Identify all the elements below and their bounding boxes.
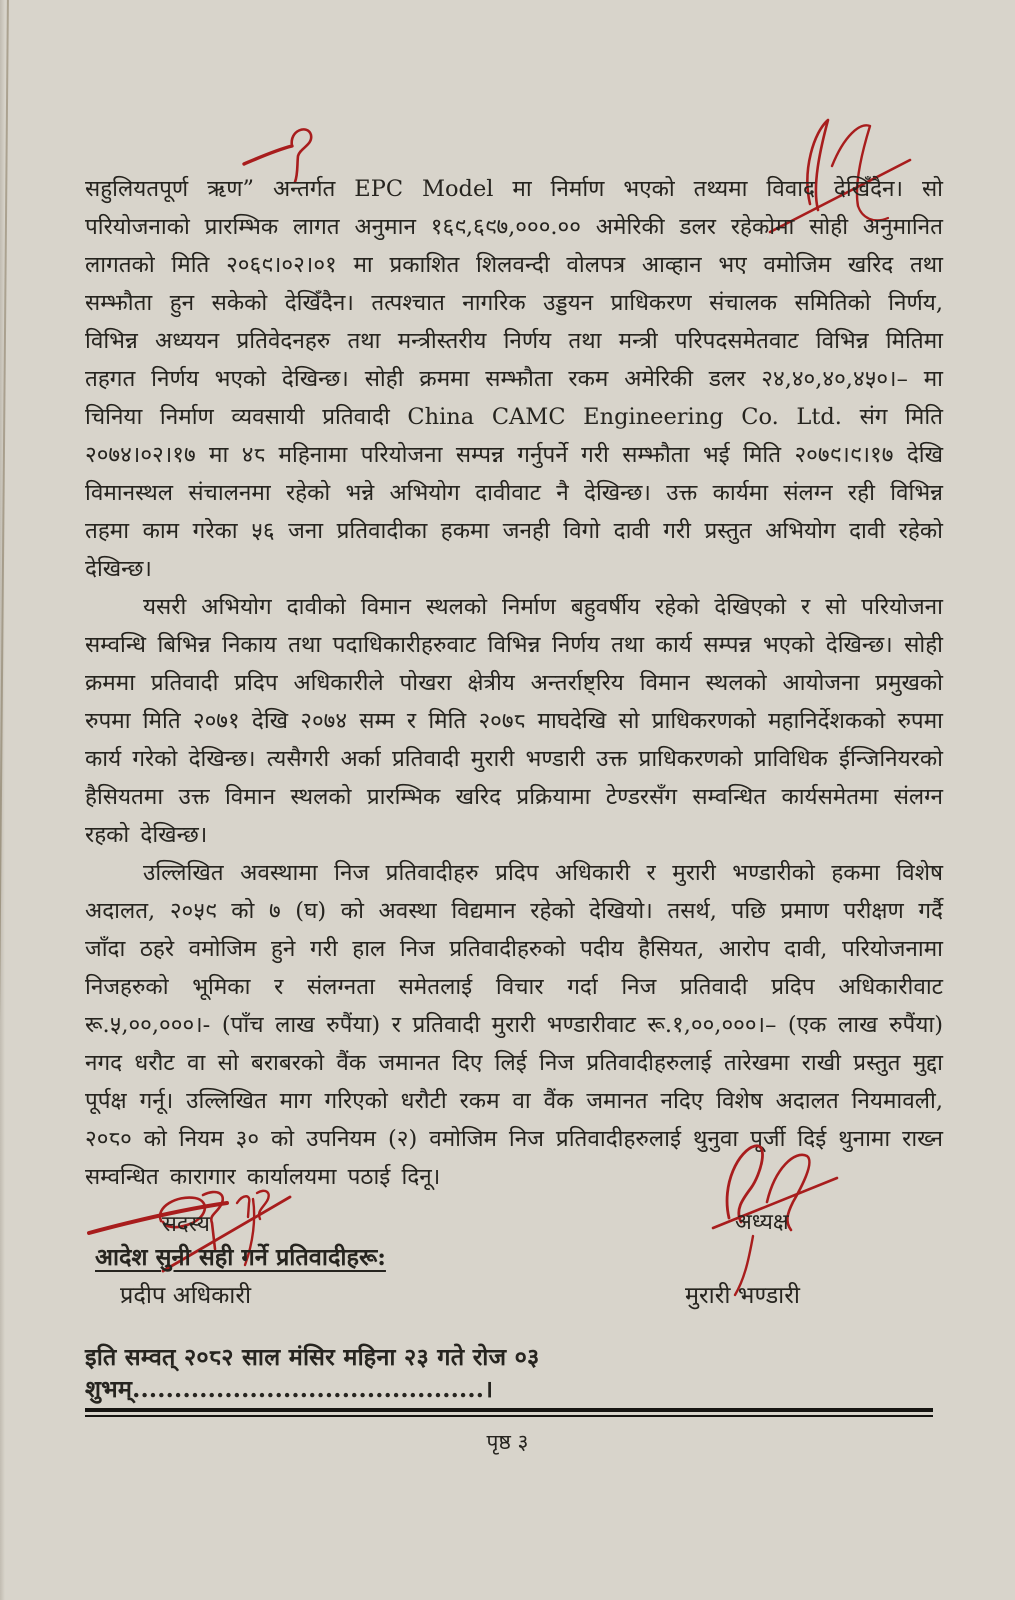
body-paragraph-3: उल्लिखित अवस्थामा निज प्रतिवादीहरु प्रदिप अधिकारी र मुरारी भण्डारीको हकमा विशेष अदालत, २०५९ को ७ (घ) को अवस्था विद्यमान रहेको देखियो। तसर्थ, पछि प्रमाण परीक्षण गर्दै जाँदा ठहरे वमोजिम हुने गरी हाल निज प्रतिवादीहरुको पदीय हैसियत, आरोप दावी, परियोजनामा निजहरुको भूमिका र संलग्नता समेतलाई विचार गर्दा निज प्रतिवादी प्रदिप अधिकारीवाट रू.५,००,०००।- (पाँच लाख रुपैंया) र प्रतिवादी मुरारी भण्डारीवाट रू.१,००,०००।– (एक लाख रुपैंया) नगद धरौट वा सो बराबरको वैंक जमानत दिए लिई निज प्रतिवादीहरुलाई तारेखमा राखी प्रस्तुत मुद्दा पूर्पक्ष गर्नू। उल्लिखित माग गरिएको धरौटी रकम वा वैंक जमानत नदिए विशेष अदालत नियमावली, २०८० को नियम ३० को उपनियम (२) वमोजिम निज प्रतिवादीहरुलाई थुनुवा पूर्जी दिई थुनामा राख्न सम्वन्धित कारागार कार्यालयमा पठाई दिनू। xyxy=(85,860,943,1190)
body-paragraph-1: सहुलियतपूर्ण ऋण” अन्तर्गत EPC Model मा निर्माण भएको तथ्यमा विवाद देखिँदैन। सो परियोजनाको प्रारम्भिक लागत अनुमान १६९,६९७,०००.०० अमेरिकी डलर रहेकोमा सोही अनुमानित लागतको मिति २०६९।०२।०१ मा प्रकाशित शिलवन्दी वोलपत्र आव्हान भए वमोजिम खरिद तथा सम्झौता हुन सकेको देखिँदैन। तत्पश्चात नागरिक उड्डयन प्राधिकरण संचालक समितिको निर्णय, विभिन्न अध्ययन प्रतिवेदनहरु तथा मन्त्रीस्तरीय निर्णय तथा मन्त्री परिपदसमेतवाट विभिन्न मितिमा तहगत निर्णय भएको देखिन्छ। सोही क्रममा सम्झौता रकम अमेरिकी डलर २४,४०,४०,४५०।– मा चिनिया निर्माण व्यवसायी प्रतिवादी China CAMC Engineering Co. Ltd. संग मिति २०७४।०२।१७ मा ४८ महिनामा परियोजना सम्पन्न गर्नुपर्ने गरी सम्झौता भई मिति २०७९।९।१७ देखि विमानस्थल संचालनमा रहेको भन्ने अभियोग दावीवाट नै देखिन्छ। उक्त कार्यमा संलग्न रही विभिन्न तहमा काम गरेका ५६ जना प्रतिवादीका हकमा जनही विगो दावी गरी प्रस्तुत अभियोग दावी रहेको देखिन्छ। xyxy=(85,176,943,582)
order-heading: आदेश सुनी सही गर्ने प्रतिवादीहरू: xyxy=(95,1243,386,1271)
chair-signature-label: अध्यक्ष xyxy=(735,1210,789,1235)
order-body-text xyxy=(85,170,943,1200)
body-paragraph-2: यसरी अभियोग दावीको विमान स्थलको निर्माण बहुवर्षीय रहेको देखिएको र सो परियोजना सम्वन्धि बिभिन्न निकाय तथा पदाधिकारीहरुवाट विभिन्न निर्णय तथा कार्य सम्पन्न भएको देखिन्छ। सोही क्रममा प्रतिवादी प्रदिप अधिकारीले पोखरा क्षेत्रीय अन्तर्राष्ट्रिय विमान स्थलको आयोजना प्रमुखको रुपमा मिति २०७१ देखि २०७४ सम्म र मिति २०७८ माघदेखि सो प्राधिकरणको महानिर्देशकको रुपमा कार्य गरेको देखिन्छ। त्यसैगरी अर्का प्रतिवादी मुरारी भण्डारी उक्त प्राधिकरणको प्राविधिक ईन्जिनियरको हैसियतमा उक्त विमान स्थलको प्रारम्भिक खरिद प्रक्रियामा टेण्डरसँग सम्वन्धित कार्यसमेतमा संलग्न रहको देखिन्छ। xyxy=(85,594,943,848)
footer-double-rule xyxy=(85,1408,933,1417)
page-number: पृष्ठ ३ xyxy=(486,1430,529,1454)
defendant-name-left: प्रदीप अधिकारी xyxy=(120,1281,252,1309)
member-signature-label: सदस्य xyxy=(162,1212,210,1237)
closing-date-line: इति सम्वत् २०८२ साल मंसिर महिना २३ गते रोज ०३ शुभम्..........................................। xyxy=(85,1343,540,1403)
defendant-name-right: मुरारी भण्डारी xyxy=(685,1281,800,1309)
